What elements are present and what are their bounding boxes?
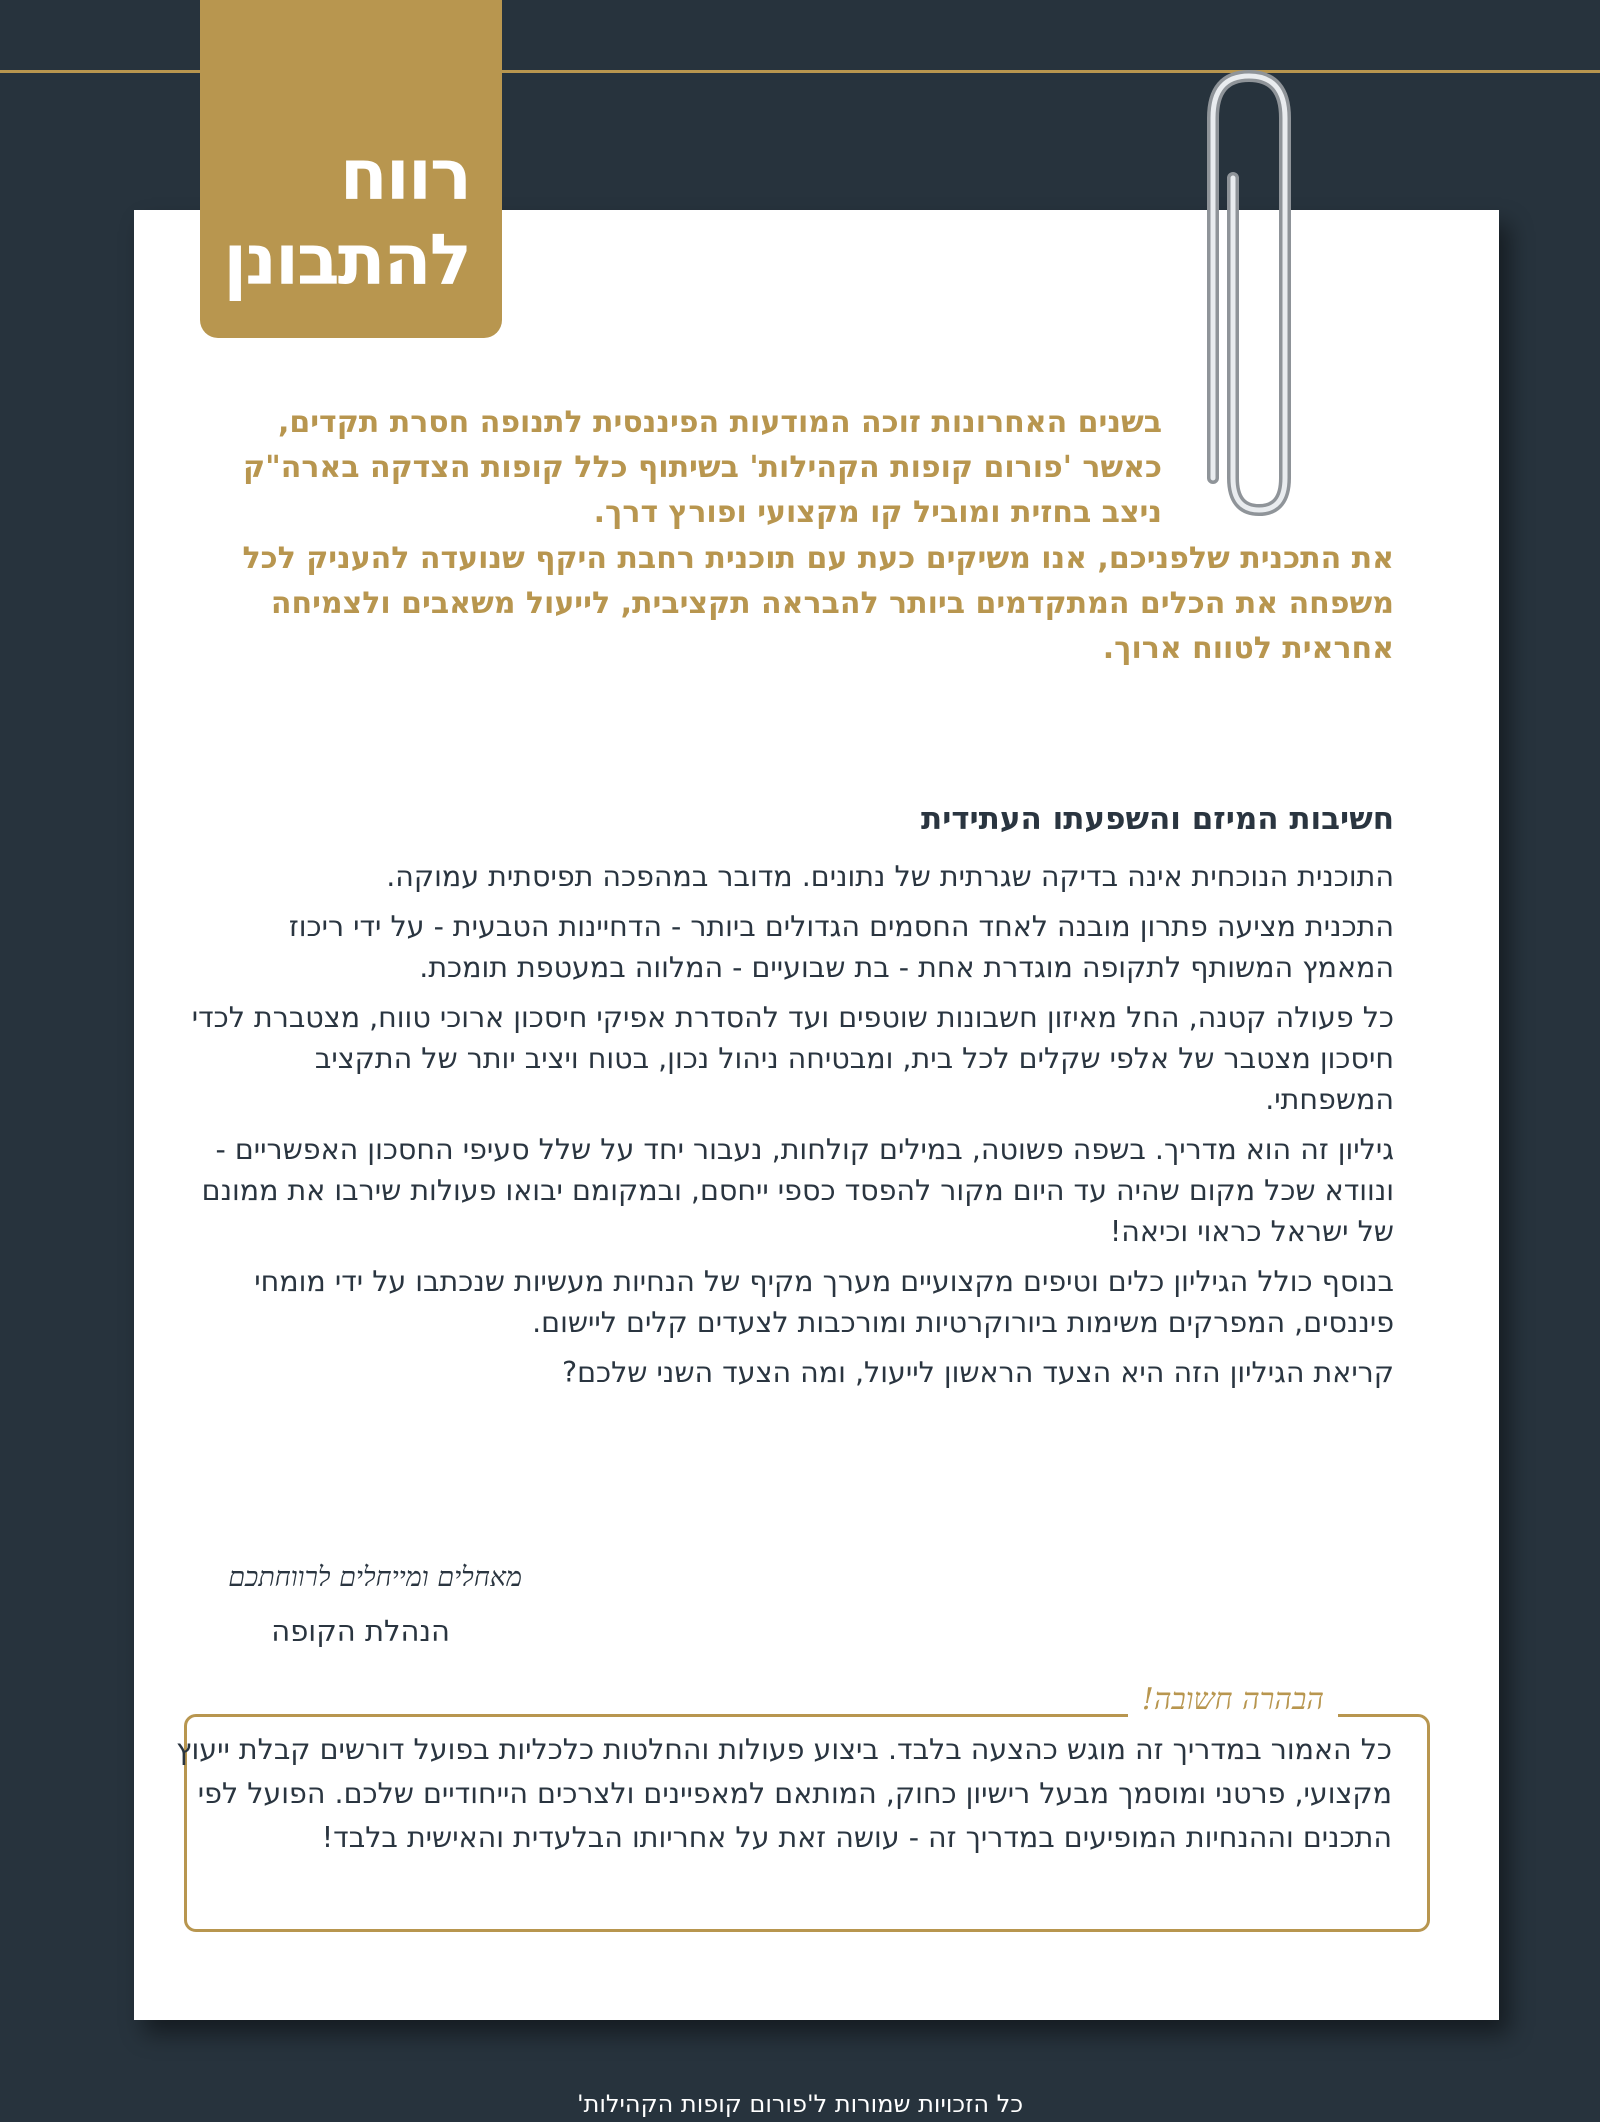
notice-label: הבהרה חשובה! xyxy=(1128,1682,1338,1717)
main-section xyxy=(189,796,1394,1402)
title-tab xyxy=(200,0,502,338)
signature-script: מאחלים ומייחלים לרווחתכם xyxy=(228,1562,522,1593)
section-paragraph: התכנית מציעה פתרון מובנה לאחד החסמים הגדולים ביותר - הדחיינות הטבעית - על ידי ריכוז המאמץ המשותף לתקופה מוגדרת אחת - בת שבועיים - המלווה במעטפת תומכת. xyxy=(288,910,1394,984)
section-paragraph: כל פעולה קטנה, החל מאיזון חשבונות שוטפים ועד להסדרת אפיקי חיסכון ארוכי טווח, מצטברת לכדי חיסכון מצטבר של אלפי שקלים לכל בית, ומבטיחה ניהול נכון, בטוח ויציב יותר של התקציב המשפחתי. xyxy=(191,1001,1394,1116)
section-paragraph: התוכנית הנוכחית אינה בדיקה שגרתית של נתונים. מדובר במהפכה תפיסתית עמוקה. xyxy=(386,860,1394,893)
title-line-2: להתבונן xyxy=(223,219,470,301)
signature-name: הנהלת הקופה xyxy=(271,1614,450,1648)
title-line-1: רווח xyxy=(339,134,470,216)
section-paragraph: קריאת הגיליון הזה היא הצעד הראשון לייעול, ומה הצעד השני שלכם? xyxy=(561,1356,1394,1389)
notice-text: כל האמור במדריך זה מוגש כהצעה בלבד. ביצוע פעולות והחלטות כלכליות בפועל דורשים קבלת ייעוץ מקצועי, פרטני ומוסמך מבעל רישיון כחוק, המותאם למאפיינים ולצרכים הייחודיים שלכם. הפועל לפי התכנים וההנחיות המופיעים במדריך זה - עושה זאת על אחריותו הבלעדית והאישית בלבד! xyxy=(176,1733,1392,1854)
intro-paragraph-1: בשנים האחרונות זוכה המודעות הפיננסית לתנופה חסרת תקדים, כאשר 'פורום קופות הקהילות' בשיתוף כלל קופות הצדקה בארה"ק ניצב בחזית ומוביל קו מקצועי ופורץ דרך. xyxy=(242,405,1162,530)
footer-copyright: כל הזכויות שמורות ל'פורום קופות הקהילות' xyxy=(576,2090,1024,2118)
section-heading: חשיבות המיזם והשפעתו העתידית xyxy=(921,801,1394,837)
section-paragraph: בנוסף כולל הגיליון כלים וטיפים מקצועיים מערך מקיף של הנחיות מעשיות שנכתבו על ידי מומחי פיננסים, המפרקים משימות ביורוקרטיות ומורכבות לצעדים קלים ליישום. xyxy=(254,1265,1394,1339)
section-paragraph: גיליון זה הוא מדריך. בשפה פשוטה, במילים קולחות, נעבור יחד על שלל סעיפי החסכון האפשריים - ונוודא שכל מקום שהיה עד היום מקור להפסד כספי ייחסם, ובמקומם יבואו פעולות שירבו את ממונם של ישראל כראוי וכיאה! xyxy=(201,1133,1394,1248)
paperclip-icon xyxy=(1165,58,1310,518)
intro-paragraph-2: את התכנית שלפניכם, אנו משיקים כעת עם תוכנית רחבת היקף שנועדה להעניק לכל משפחה את הכלים המתקדמים ביותר להבראה תקציבית, לייעול משאבים ולצמיחה אחראית לטווח ארוך. xyxy=(242,541,1394,666)
